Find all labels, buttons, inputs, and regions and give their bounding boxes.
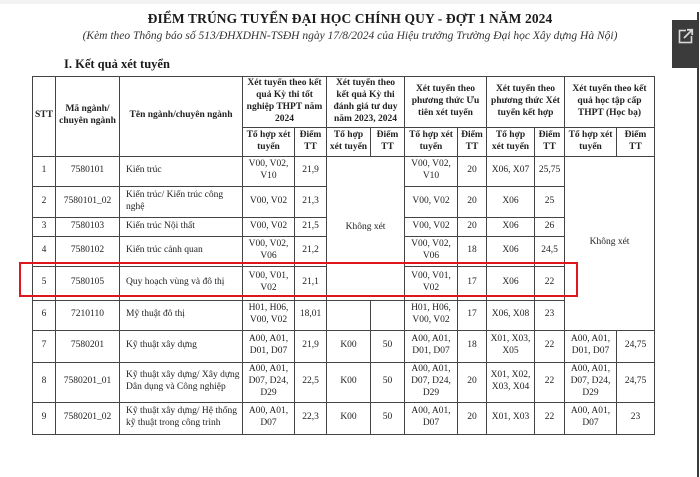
cell-stt: 1 bbox=[33, 156, 56, 186]
cell-kethop-combo: X06 bbox=[487, 217, 535, 236]
cell-uutien-score: 18 bbox=[458, 236, 487, 266]
cell-kethop-score: 22 bbox=[535, 330, 565, 362]
cell-uutien-score: 20 bbox=[458, 156, 487, 186]
cell-thpt-score: 21,9 bbox=[295, 330, 327, 362]
cell-code: 7580103 bbox=[56, 217, 120, 236]
subheader-combo: Tổ hợp xét tuyển bbox=[243, 127, 295, 156]
admission-results-table bbox=[32, 76, 655, 435]
header-group-uutien: Xét tuyển theo phương thức Ưu tiên xét tuyển bbox=[405, 77, 487, 128]
cell-uutien-combo: V00, V02, V10 bbox=[405, 156, 458, 186]
cell-hocba-score: 24,75 bbox=[617, 330, 655, 362]
cell-thpt-score: 21,9 bbox=[295, 156, 327, 186]
table-row bbox=[33, 300, 655, 330]
cell-thpt-combo: H01, H06, V00, V02 bbox=[243, 300, 295, 330]
cell-uutien-score: 18 bbox=[458, 330, 487, 362]
cell-thpt-score: 22,3 bbox=[295, 402, 327, 434]
table-row bbox=[33, 402, 655, 434]
cell-thpt-combo: A00, A01, D07 bbox=[243, 402, 295, 434]
cell-tuduy-not-considered: Không xét bbox=[327, 156, 405, 300]
cell-stt: 4 bbox=[33, 236, 56, 266]
cell-name: Kiến trúc/ Kiến trúc công nghệ bbox=[120, 186, 243, 217]
cell-code: 7210110 bbox=[56, 300, 120, 330]
cell-hocba-combo: A00, A01, D07, D24, D29 bbox=[565, 362, 617, 402]
cell-hocba-not-considered: Không xét bbox=[565, 156, 655, 330]
cell-uutien-score: 20 bbox=[458, 402, 487, 434]
table-row bbox=[33, 362, 655, 402]
subheader-combo: Tổ hợp xét tuyển bbox=[327, 127, 371, 156]
header-group-tuduy: Xét tuyển theo kết quả Kỳ thi đánh giá tư duy năm 2023, 2024 bbox=[327, 77, 405, 128]
subheader-score: Điểm TT bbox=[295, 127, 327, 156]
cell-uutien-combo: V00, V02 bbox=[405, 186, 458, 217]
cell-tuduy-combo: K00 bbox=[327, 362, 371, 402]
cell-kethop-score: 22 bbox=[535, 266, 565, 300]
header-group-kethop: Xét tuyển theo phương thức Xét tuyển kết hợp bbox=[487, 77, 565, 128]
table-row bbox=[33, 330, 655, 362]
cell-code: 7580101 bbox=[56, 156, 120, 186]
section-title: I. Kết quả xét tuyển bbox=[64, 57, 170, 71]
table-row bbox=[33, 156, 655, 186]
cell-code: 7580101_02 bbox=[56, 186, 120, 217]
cell-code: 7580201_01 bbox=[56, 362, 120, 402]
cell-kethop-score: 22 bbox=[535, 362, 565, 402]
cell-stt: 8 bbox=[33, 362, 56, 402]
cell-thpt-combo: V00, V02, V06 bbox=[243, 236, 295, 266]
cell-kethop-score: 25,75 bbox=[535, 156, 565, 186]
cell-kethop-combo: X06 bbox=[487, 186, 535, 217]
cell-stt: 2 bbox=[33, 186, 56, 217]
header-name: Tên ngành/chuyên ngành bbox=[120, 77, 243, 157]
subheader-combo: Tổ hợp xét tuyển bbox=[565, 127, 617, 156]
subheader-combo: Tổ hợp xét tuyển bbox=[487, 127, 535, 156]
cell-name: Quy hoạch vùng và đô thị bbox=[120, 266, 243, 300]
external-link-icon bbox=[678, 28, 694, 44]
cell-kethop-combo: X06, X07 bbox=[487, 156, 535, 186]
cell-uutien-combo: V00, V01, V02 bbox=[405, 266, 458, 300]
cell-uutien-combo: A00, A01, D01, D07 bbox=[405, 330, 458, 362]
cell-kethop-score: 22 bbox=[535, 402, 565, 434]
cell-tuduy-combo: K00 bbox=[327, 330, 371, 362]
cell-kethop-score: 23 bbox=[535, 300, 565, 330]
cell-thpt-combo: V00, V02 bbox=[243, 217, 295, 236]
top-strip bbox=[0, 0, 700, 4]
subheader-score: Điểm TT bbox=[617, 127, 655, 156]
cell-code: 7580105 bbox=[56, 266, 120, 300]
cell-thpt-combo: V00, V02 bbox=[243, 186, 295, 217]
cell-code: 7580201_02 bbox=[56, 402, 120, 434]
cell-name: Kiến trúc bbox=[120, 156, 243, 186]
cell-hocba-score: 23 bbox=[617, 402, 655, 434]
cell-name: Kỹ thuật xây dựng/ Xây dựng Dân dụng và Công nghiệp bbox=[120, 362, 243, 402]
cell-name: Kiến trúc cảnh quan bbox=[120, 236, 243, 266]
cell-uutien-combo: A00, A01, D07 bbox=[405, 402, 458, 434]
cell-thpt-score: 21,2 bbox=[295, 236, 327, 266]
cell-kethop-score: 24,5 bbox=[535, 236, 565, 266]
cell-hocba-combo: A00, A01, D01, D07 bbox=[565, 330, 617, 362]
viewer-edge-divider bbox=[697, 12, 699, 477]
document-subtitle: (Kèm theo Thông báo số 513/ĐHXDHN-TSĐH ngày 17/8/2024 của Hiệu trưởng Trường Đại học Xây dựng Hà Nội) bbox=[82, 30, 618, 42]
cell-tuduy-combo-empty bbox=[327, 300, 371, 330]
cell-name: Kỹ thuật xây dựng/ Hệ thống kỹ thuật trong công trình bbox=[120, 402, 243, 434]
cell-code: 7580201 bbox=[56, 330, 120, 362]
document-title: ĐIỂM TRÚNG TUYỂN ĐẠI HỌC CHÍNH QUY - ĐỢT 1 NĂM 2024 bbox=[147, 11, 553, 26]
cell-thpt-combo: V00, V01, V02 bbox=[243, 266, 295, 300]
open-external-button[interactable] bbox=[672, 20, 699, 68]
header-stt: STT bbox=[33, 77, 56, 157]
subheader-score: Điểm TT bbox=[535, 127, 565, 156]
header-group-hocba: Xét tuyển theo kết quả học tập cấp THPT (Học bạ) bbox=[565, 77, 655, 128]
cell-hocba-combo: A00, A01, D07 bbox=[565, 402, 617, 434]
cell-kethop-combo: X06 bbox=[487, 236, 535, 266]
cell-thpt-score: 22,5 bbox=[295, 362, 327, 402]
cell-stt: 6 bbox=[33, 300, 56, 330]
cell-kethop-combo: X06, X08 bbox=[487, 300, 535, 330]
cell-thpt-combo: V00, V02, V10 bbox=[243, 156, 295, 186]
cell-uutien-score: 20 bbox=[458, 362, 487, 402]
subheader-combo: Tổ hợp xét tuyển bbox=[405, 127, 458, 156]
cell-tuduy-score: 50 bbox=[371, 362, 405, 402]
cell-uutien-combo: H01, H06, V00, V02 bbox=[405, 300, 458, 330]
cell-uutien-score: 20 bbox=[458, 217, 487, 236]
subheader-score: Điểm TT bbox=[371, 127, 405, 156]
cell-stt: 3 bbox=[33, 217, 56, 236]
cell-thpt-combo: A00, A01, D01, D07 bbox=[243, 330, 295, 362]
cell-uutien-score: 17 bbox=[458, 266, 487, 300]
cell-kethop-score: 26 bbox=[535, 217, 565, 236]
subheader-score: Điểm TT bbox=[458, 127, 487, 156]
cell-name: Kỹ thuật xây dựng bbox=[120, 330, 243, 362]
cell-thpt-score: 21,1 bbox=[295, 266, 327, 300]
cell-name: Mỹ thuật đô thị bbox=[120, 300, 243, 330]
cell-uutien-combo: V00, V02, V06 bbox=[405, 236, 458, 266]
cell-thpt-score: 21,5 bbox=[295, 217, 327, 236]
cell-tuduy-score: 50 bbox=[371, 330, 405, 362]
cell-thpt-combo: A00, A01, D07, D24, D29 bbox=[243, 362, 295, 402]
header-group-thpt: Xét tuyển theo kết quả Kỳ thi tốt nghiệp THPT năm 2024 bbox=[243, 77, 327, 128]
cell-kethop-combo: X01, X02, X03, X04 bbox=[487, 362, 535, 402]
cell-kethop-combo: X01, X03 bbox=[487, 402, 535, 434]
cell-uutien-combo: V00, V02 bbox=[405, 217, 458, 236]
cell-uutien-score: 17 bbox=[458, 300, 487, 330]
cell-kethop-score: 25 bbox=[535, 186, 565, 217]
cell-stt: 9 bbox=[33, 402, 56, 434]
cell-uutien-score: 20 bbox=[458, 186, 487, 217]
cell-uutien-combo: A00, A01, D07, D24, D29 bbox=[405, 362, 458, 402]
cell-thpt-score: 18,01 bbox=[295, 300, 327, 330]
cell-tuduy-combo: K00 bbox=[327, 402, 371, 434]
cell-stt: 5 bbox=[33, 266, 56, 300]
cell-tuduy-score: 50 bbox=[371, 402, 405, 434]
cell-tuduy-score-empty bbox=[371, 300, 405, 330]
cell-kethop-combo: X06 bbox=[487, 266, 535, 300]
cell-code: 7580102 bbox=[56, 236, 120, 266]
cell-stt: 7 bbox=[33, 330, 56, 362]
header-code: Mã ngành/ chuyên ngành bbox=[56, 77, 120, 157]
cell-kethop-combo: X01, X03, X05 bbox=[487, 330, 535, 362]
cell-hocba-score: 24,75 bbox=[617, 362, 655, 402]
cell-name: Kiến trúc Nội thất bbox=[120, 217, 243, 236]
cell-thpt-score: 21,3 bbox=[295, 186, 327, 217]
